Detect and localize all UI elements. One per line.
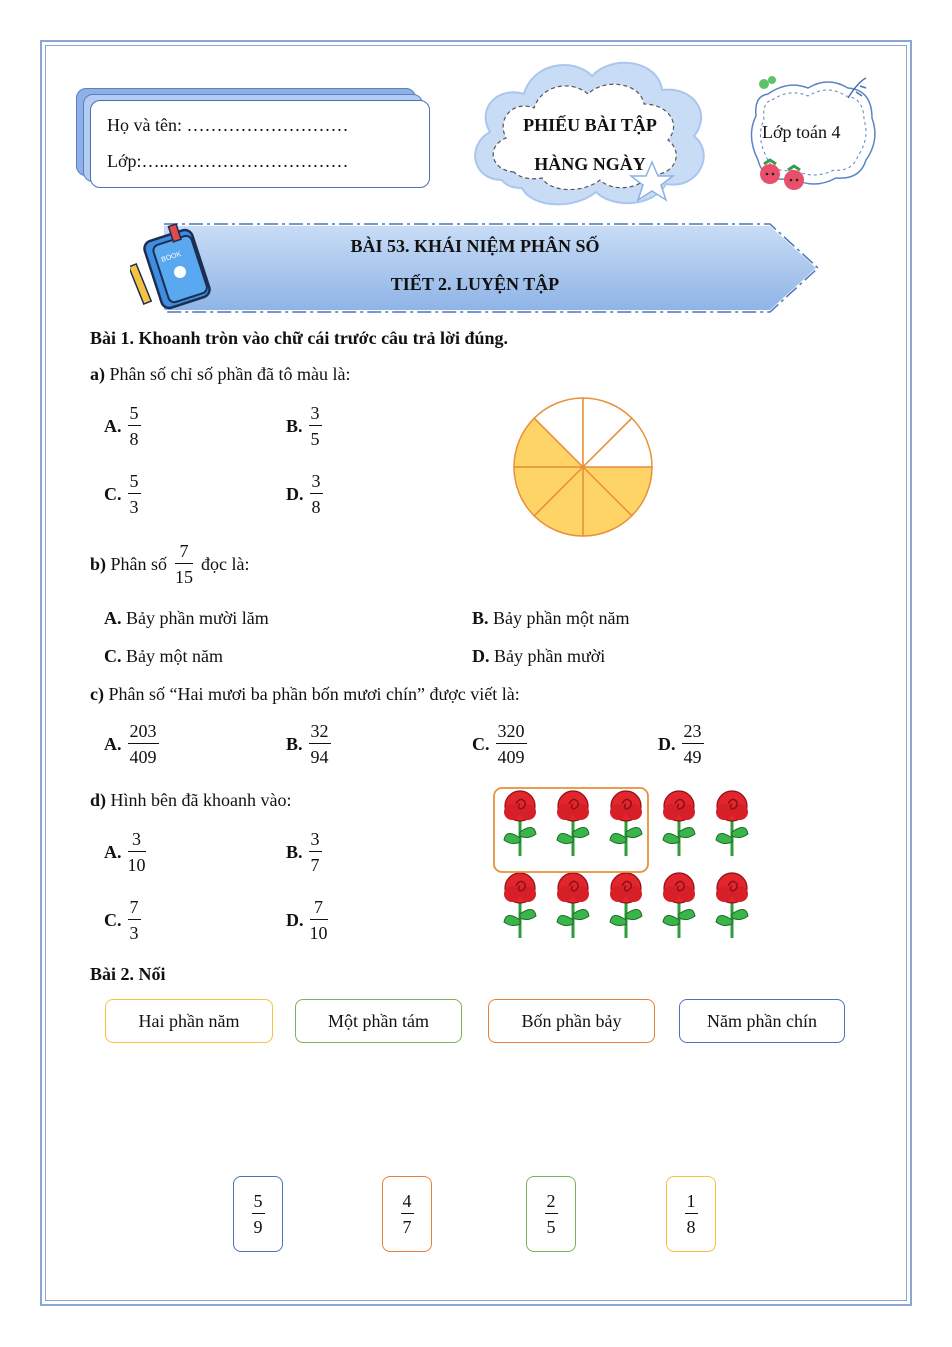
rose-icon — [610, 873, 642, 938]
option-c-A[interactable]: A. $\frac{203}{409}$ — [104, 721, 157, 767]
option-b-C[interactable]: C. Bảy một năm — [104, 646, 223, 666]
book-label: BOOK — [160, 250, 183, 264]
rose-icon — [557, 791, 589, 856]
lesson-subtitle: TIẾT 2. LUYỆN TẬP — [390, 274, 560, 294]
name-field[interactable]: Họ và tên: ……………………… — [107, 115, 349, 135]
word-card-1[interactable]: Hai phần năm — [105, 999, 273, 1043]
lesson-title: BÀI 53. KHÁI NIỆM PHÂN SỐ — [350, 236, 600, 256]
option-a-C[interactable]: C. $\frac{5}{3}$ — [104, 471, 139, 517]
rose-icon — [610, 791, 642, 856]
fraction-card-2[interactable]: $\frac{4}{7}$ — [382, 1176, 432, 1252]
class-field[interactable]: Lớp:…..………………………… — [107, 151, 349, 171]
option-d-D[interactable]: D. $\frac{7}{10}$ — [286, 897, 328, 943]
rose-icon — [663, 791, 695, 856]
fraction-card-1[interactable]: $\frac{5}{9}$ — [233, 1176, 283, 1252]
option-d-C[interactable]: C. $\frac{7}{3}$ — [104, 897, 139, 943]
question-b: b) Phân số $\frac{7}{15}$ đọc là: — [90, 541, 250, 587]
option-d-A[interactable]: A. $\frac{3}{10}$ — [104, 829, 146, 875]
student-info-card — [90, 100, 430, 188]
rose-icon — [663, 873, 695, 938]
grade-label: Lớp toán 4 — [762, 122, 841, 142]
question-a: a) Phân số chỉ số phần đã tô màu là: — [90, 364, 351, 384]
word-card-3[interactable]: Bốn phần bảy — [488, 999, 655, 1043]
worksheet-title-line2: HÀNG NGÀY — [534, 154, 646, 174]
option-c-C[interactable]: C. $\frac{320}{409}$ — [472, 721, 525, 767]
option-b-D[interactable]: D. Bảy phần mười — [472, 646, 606, 666]
rose-icon — [504, 873, 536, 938]
worksheet-title-line1: PHIẾU BÀI TẬP — [523, 115, 657, 135]
option-c-B[interactable]: B. $\frac{32}{94}$ — [286, 721, 329, 767]
option-d-B[interactable]: B. $\frac{3}{7}$ — [286, 829, 320, 875]
word-card-2[interactable]: Một phần tám — [295, 999, 462, 1043]
option-a-D[interactable]: D. $\frac{3}{8}$ — [286, 471, 321, 517]
roses-figure — [490, 784, 750, 954]
question-d: d) Hình bên đã khoanh vào: — [90, 790, 292, 810]
lesson-banner — [130, 220, 820, 316]
option-a-A[interactable]: A. $\frac{5}{8}$ — [104, 403, 139, 449]
rose-icon — [716, 873, 748, 938]
exercise1-title: Bài 1. Khoanh tròn vào chữ cái trước câu trả lời đúng. — [90, 328, 509, 348]
question-c: c) Phân số “Hai mươi ba phần bốn mươi chín” được viết là: — [90, 684, 520, 704]
pie-chart-shaded — [510, 394, 656, 540]
exercise2-title: Bài 2. Nối — [90, 964, 166, 984]
rose-icon — [504, 791, 536, 856]
word-card-4[interactable]: Năm phần chín — [679, 999, 845, 1043]
rose-icon — [557, 873, 589, 938]
option-a-B[interactable]: B. $\frac{3}{5}$ — [286, 403, 320, 449]
fraction-card-4[interactable]: $\frac{1}{8}$ — [666, 1176, 716, 1252]
option-c-D[interactable]: D. $\frac{23}{49}$ — [658, 721, 702, 767]
option-b-A[interactable]: A. Bảy phần mười lăm — [104, 608, 269, 628]
rose-icon — [716, 791, 748, 856]
option-b-B[interactable]: B. Bảy phần một năm — [472, 608, 630, 628]
fraction-card-3[interactable]: $\frac{2}{5}$ — [526, 1176, 576, 1252]
